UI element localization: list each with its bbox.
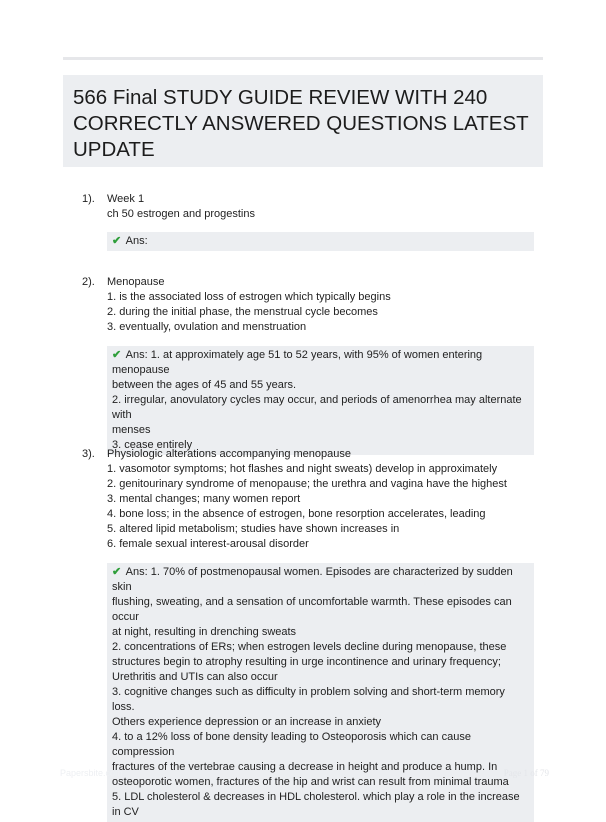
question-item xyxy=(82,447,537,822)
checkmark-icon: ✔ xyxy=(112,349,122,361)
question-line: Menopause xyxy=(107,276,165,288)
answer-line xyxy=(112,348,530,378)
answer-line: fractures of the vertebrae causing a decrease in height and produce a hump. In xyxy=(112,761,498,773)
answer-line: 4. to a 12% loss of bone density leading to Osteoporosis which can cause compression xyxy=(112,731,471,758)
page-title xyxy=(73,85,533,163)
title-line: CORRECTLY ANSWERED QUESTIONS LATEST xyxy=(73,112,529,135)
question-line: ch 50 estrogen and progestins xyxy=(107,208,255,220)
question-line: 6. female sexual interest-arousal disorder xyxy=(107,538,309,550)
top-divider xyxy=(63,57,543,60)
answer-line: 3. cease entirely xyxy=(112,439,193,451)
question-text xyxy=(107,192,537,222)
answer-prefix: Ans: xyxy=(125,349,148,361)
answer-box xyxy=(107,346,534,455)
question-number: 2). xyxy=(82,276,95,288)
answer-line: 5. LDL cholesterol & decreases in HDL cholesterol. which play a role in the increase in CV xyxy=(112,791,520,818)
answer-box xyxy=(107,232,534,251)
answer-line: menses xyxy=(112,424,151,436)
question-line: 1. is the associated loss of estrogen which typically begins xyxy=(107,291,391,303)
question-text xyxy=(107,447,537,552)
footer-watermark: Papersbite.com xyxy=(60,768,123,778)
question-line: 1. vasomotor symptoms; hot flashes and night sweats) develop in approximately xyxy=(107,463,498,475)
question-line: 3. eventually, ovulation and menstruation xyxy=(107,321,307,333)
answer-text: 1. at approximately age 51 to 52 years, with 95% of women entering menopause xyxy=(112,349,483,376)
title-line: UPDATE xyxy=(73,138,155,161)
answer-prefix: Ans: xyxy=(125,235,148,247)
answer-line: Urethritis and UTIs can also occur xyxy=(112,671,278,683)
question-line: Physiologic alterations accompanying menopause xyxy=(107,448,351,460)
answer-line: osteoporotic women, fractures of the hip and wrist can result from minimal trauma xyxy=(112,776,509,788)
answer-line: flushing, sweating, and a sensation of uncomfortable warmth. These episodes can occur xyxy=(112,596,512,623)
answer-text: 1. 70% of postmenopausal women. Episodes are characterized by sudden skin xyxy=(112,566,513,593)
question-line: 2. genitourinary syndrome of menopause; the urethra and vagina have the highest xyxy=(107,478,507,490)
answer-line: 3. cognitive changes such as difficulty in problem solving and short-term memory loss. xyxy=(112,686,505,713)
answer-line: between the ages of 45 and 55 years. xyxy=(112,379,297,391)
answer-line xyxy=(112,234,530,249)
question-line: 3. mental changes; many women report xyxy=(107,493,301,505)
page-number: Page 1 of 79 xyxy=(503,768,549,778)
answer-line: Others experience depression or an increase in anxiety xyxy=(112,716,382,728)
question-line: 4. bone loss; in the absence of estrogen, bone resorption accelerates, leading xyxy=(107,508,486,520)
title-line: 566 Final STUDY GUIDE REVIEW WITH 240 xyxy=(73,86,488,109)
checkmark-icon: ✔ xyxy=(112,566,122,578)
question-line: 2. during the initial phase, the menstrual cycle becomes xyxy=(107,306,378,318)
question-number: 1). xyxy=(82,193,95,205)
title-banner xyxy=(63,75,543,167)
answer-line: structures begin to atrophy resulting in urge incontinence and urinary frequency; xyxy=(112,656,501,668)
question-item xyxy=(82,275,537,455)
answer-line: 2. concentrations of ERs; when estrogen levels decline during menopause, these xyxy=(112,641,507,653)
question-text xyxy=(107,275,537,335)
checkmark-icon: ✔ xyxy=(112,235,122,247)
answer-prefix: Ans: xyxy=(125,566,148,578)
answer-line: 2. irregular, anovulatory cycles may occur, and periods of amenorrhea may alternate with xyxy=(112,394,522,421)
question-number: 3). xyxy=(82,448,95,460)
question-line: Week 1 xyxy=(107,193,145,205)
answer-box xyxy=(107,563,534,822)
question-line: 5. altered lipid metabolism; studies have shown increases in xyxy=(107,523,400,535)
answer-line: at night, resulting in drenching sweats xyxy=(112,626,297,638)
question-item xyxy=(82,192,537,251)
answer-line xyxy=(112,565,530,595)
